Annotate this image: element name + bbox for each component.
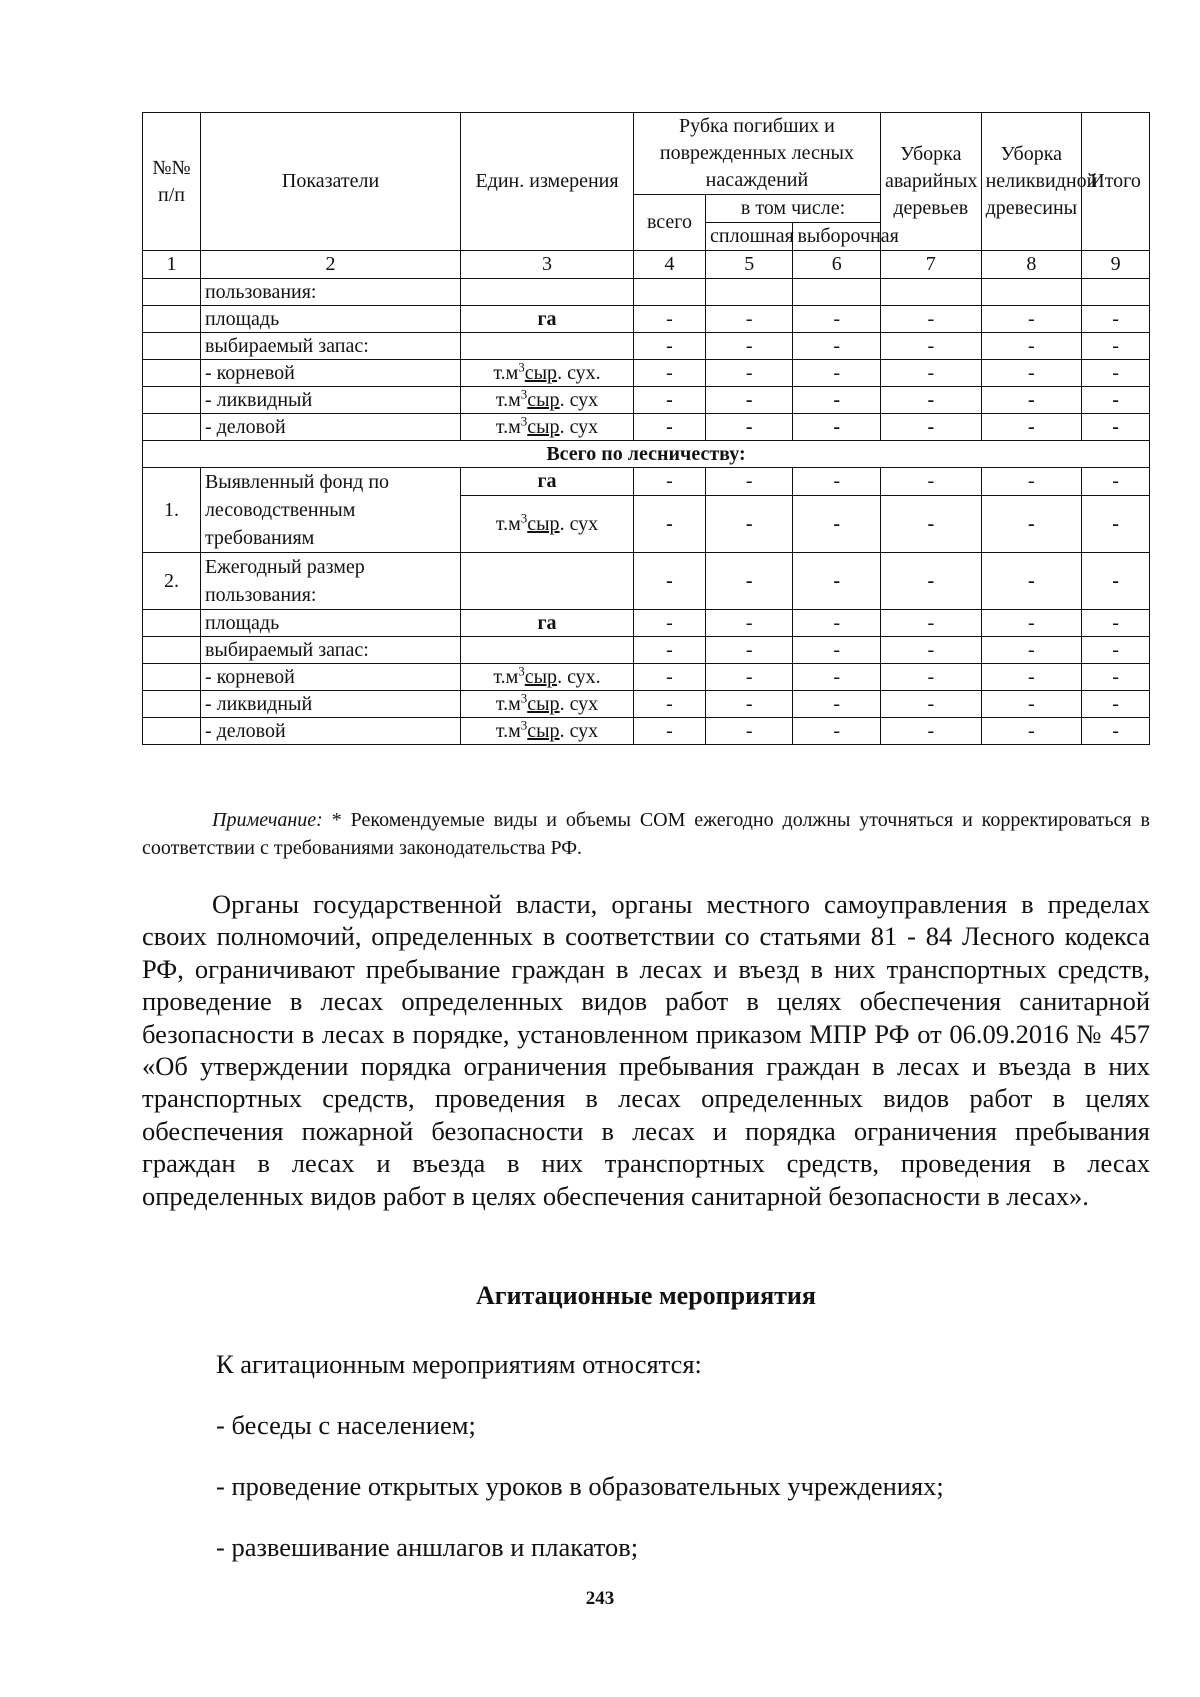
cell-value: - — [880, 414, 981, 441]
header-including: в том числе: — [706, 195, 881, 223]
cell-value: - — [706, 553, 793, 610]
col-number: 7 — [880, 251, 981, 279]
header-unit: Един. измерения — [461, 113, 634, 251]
list-intro: К агитационным мероприятиям относятся: — [216, 1349, 702, 1379]
header-clear: сплошная — [706, 223, 793, 251]
cell-value: - — [981, 718, 1082, 745]
row-unit: га — [461, 306, 634, 333]
cell-value: - — [793, 691, 881, 718]
cell-value: - — [706, 495, 793, 552]
table-row — [143, 691, 1150, 718]
cell-value: - — [633, 387, 705, 414]
cell-value: - — [706, 718, 793, 745]
row-unit: га — [461, 468, 634, 496]
row-unit: $т.м^3сыр$. сух — [461, 718, 634, 745]
table-row — [143, 664, 1150, 691]
cell-value: - — [633, 468, 705, 496]
cell-value: - — [793, 414, 881, 441]
table-row — [143, 360, 1150, 387]
cell-value: - — [1082, 637, 1150, 664]
cell-value: - — [880, 306, 981, 333]
cell-value: - — [633, 664, 705, 691]
cell-value: - — [1082, 387, 1150, 414]
cell-value: - — [633, 414, 705, 441]
table-header — [143, 113, 1150, 279]
cell-value: - — [981, 468, 1082, 496]
cell-value: - — [981, 610, 1082, 637]
row-unit: $т.м^3сыр$. сух — [461, 691, 634, 718]
cell-value: - — [706, 691, 793, 718]
row-label: Ежегодный размер пользования: — [200, 553, 460, 610]
cell-value: - — [633, 610, 705, 637]
cell-value: - — [706, 306, 793, 333]
row-number: 2. — [143, 553, 201, 610]
cell-value: - — [633, 495, 705, 552]
table-row — [143, 279, 1150, 306]
cell-value: - — [793, 468, 881, 496]
cell-value: - — [633, 360, 705, 387]
cell-value: - — [880, 637, 981, 664]
cell-value: - — [880, 468, 981, 496]
row-unit: га — [461, 610, 634, 637]
row-number: 1. — [143, 468, 201, 553]
row-label: площадь — [200, 306, 460, 333]
cell-value: - — [633, 333, 705, 360]
forest-sanitation-table — [142, 112, 1150, 745]
row-label: выбираемый запас: — [200, 637, 460, 664]
row-unit: $т.м^3сыр$. сух — [461, 414, 634, 441]
table-row — [143, 637, 1150, 664]
cell-value: - — [793, 718, 881, 745]
cell-value: - — [706, 610, 793, 637]
cell-value: - — [706, 414, 793, 441]
col-number: 1 — [143, 251, 201, 279]
cell-value: - — [981, 414, 1082, 441]
cell-value: - — [880, 333, 981, 360]
header-num: №№ п/п — [143, 113, 201, 251]
header-felling-group: Рубка погибших и поврежденных лесных насаждений — [633, 113, 880, 195]
cell-value: - — [880, 495, 981, 552]
cell-value: - — [981, 691, 1082, 718]
row-label: - деловой — [200, 414, 460, 441]
cell-value: - — [880, 664, 981, 691]
cell-value: - — [793, 610, 881, 637]
cell-value: - — [1082, 691, 1150, 718]
table-row — [143, 553, 1150, 610]
list-item: - беседы с населением; — [216, 1410, 476, 1440]
table-row — [143, 306, 1150, 333]
cell-value: - — [633, 553, 705, 610]
row-label: Выявленный фонд по лесоводственным требованиям — [200, 468, 460, 553]
cell-value: - — [793, 664, 881, 691]
cell-value: - — [706, 664, 793, 691]
cell-value: - — [1082, 718, 1150, 745]
cell-value: - — [880, 360, 981, 387]
col-number: 5 — [706, 251, 793, 279]
col-number: 4 — [633, 251, 705, 279]
col-number: 3 — [461, 251, 634, 279]
cell-value: - — [880, 553, 981, 610]
row-unit: $т.м^3сыр$. сух — [461, 495, 634, 552]
cell-value: - — [1082, 495, 1150, 552]
cell-value: - — [880, 691, 981, 718]
body-paragraph — [142, 888, 1150, 1212]
note-text: * Рекомендуемые виды и объемы СОМ ежегодно должны уточняться и корректироваться в соответствии с требованиями законодательства РФ. — [142, 809, 1150, 859]
cell-value: - — [981, 495, 1082, 552]
cell-value: - — [793, 553, 881, 610]
cell-value: - — [793, 637, 881, 664]
cell-value: - — [981, 387, 1082, 414]
cell-value: - — [706, 637, 793, 664]
cell-value: - — [793, 306, 881, 333]
cell-value: - — [633, 691, 705, 718]
row-label: пользования: — [200, 279, 460, 306]
col-number: 9 — [1082, 251, 1150, 279]
cell-value: - — [706, 333, 793, 360]
cell-value: - — [706, 468, 793, 496]
cell-value: - — [981, 306, 1082, 333]
table-row — [143, 468, 1150, 496]
row-unit: $т.м^3сыр$. сух. — [461, 360, 634, 387]
table-note — [142, 806, 1150, 862]
cell-value: - — [793, 495, 881, 552]
cell-value: - — [880, 718, 981, 745]
table-body — [143, 279, 1150, 745]
row-unit: $т.м^3сыр$. сух. — [461, 664, 634, 691]
cell-value: - — [981, 553, 1082, 610]
cell-value: - — [793, 333, 881, 360]
cell-value: - — [981, 664, 1082, 691]
paragraph-text: Органы государственной власти, органы местного самоуправления в пределах своих полномочий, определенных в соответствии со статьями 81 - 84 Лесного кодекса РФ, ограничивают пребывание граждан в лесах и въезд в них транспортных средств, проведение в лесах определенных видов работ в целях обеспечения санитарной безопасности в лесах в порядке, установленном приказом МПР РФ от 06.09.2016 № 457 «Об утверждении порядка ограничения пребывания граждан в лесах и въезда в них транспортных средств, проведения в лесах определенных видов работ в целях обеспечения пожарной безопасности в лесах и порядка ограничения пребывания граждан в лесах и въезда в них транспортных средств, проведения в лесах определенных видов работ в целях обеспечения санитарной безопасности в лесах». — [142, 889, 1150, 1211]
header-emergency: Уборка аварийных деревьев — [880, 113, 981, 251]
cell-value: - — [793, 360, 881, 387]
cell-value: - — [981, 637, 1082, 664]
table-row — [143, 718, 1150, 745]
section-heading: Агитационные мероприятия — [476, 1281, 816, 1310]
table-row — [143, 610, 1150, 637]
header-indicators: Показатели — [200, 113, 460, 251]
row-label: площадь — [200, 610, 460, 637]
list-item: - развешивание аншлагов и плакатов; — [216, 1532, 639, 1562]
col-number: 2 — [200, 251, 460, 279]
col-number: 6 — [793, 251, 881, 279]
cell-value: - — [633, 718, 705, 745]
cell-value: - — [1082, 664, 1150, 691]
cell-value: - — [981, 360, 1082, 387]
row-unit: $т.м^3сыр$. сух — [461, 387, 634, 414]
page-number: 243 — [585, 1588, 615, 1609]
section-title: Всего по лесничеству: — [143, 441, 1150, 468]
note-label: Примечание: — [212, 809, 323, 831]
cell-value: - — [706, 387, 793, 414]
cell-value: - — [1082, 333, 1150, 360]
cell-value: - — [633, 306, 705, 333]
cell-value: - — [1082, 553, 1150, 610]
table-row — [143, 414, 1150, 441]
cell-value: - — [793, 387, 881, 414]
row-label: - корневой — [200, 664, 460, 691]
header-total-sub: всего — [633, 195, 705, 251]
col-number: 8 — [981, 251, 1082, 279]
cell-value: - — [1082, 610, 1150, 637]
cell-value: - — [1082, 468, 1150, 496]
cell-value: - — [1082, 414, 1150, 441]
cell-value: - — [981, 333, 1082, 360]
cell-value: - — [1082, 306, 1150, 333]
section-row — [143, 441, 1150, 468]
row-label: - деловой — [200, 718, 460, 745]
cell-value: - — [880, 387, 981, 414]
list-item: - проведение открытых уроков в образовательных учреждениях; — [216, 1471, 944, 1501]
row-label: - ликвидный — [200, 691, 460, 718]
row-label: - ликвидный — [200, 387, 460, 414]
cell-value: - — [706, 360, 793, 387]
row-label: выбираемый запас: — [200, 333, 460, 360]
header-illiquid: Уборка неликвидной древесины — [981, 113, 1082, 251]
cell-value: - — [633, 637, 705, 664]
table-row — [143, 387, 1150, 414]
cell-value: - — [1082, 360, 1150, 387]
column-number-row — [143, 251, 1150, 279]
header-selective: выборочная — [793, 223, 881, 251]
cell-value: - — [880, 610, 981, 637]
header-itogo: Итого — [1082, 113, 1150, 251]
row-label: - корневой — [200, 360, 460, 387]
table-row — [143, 333, 1150, 360]
